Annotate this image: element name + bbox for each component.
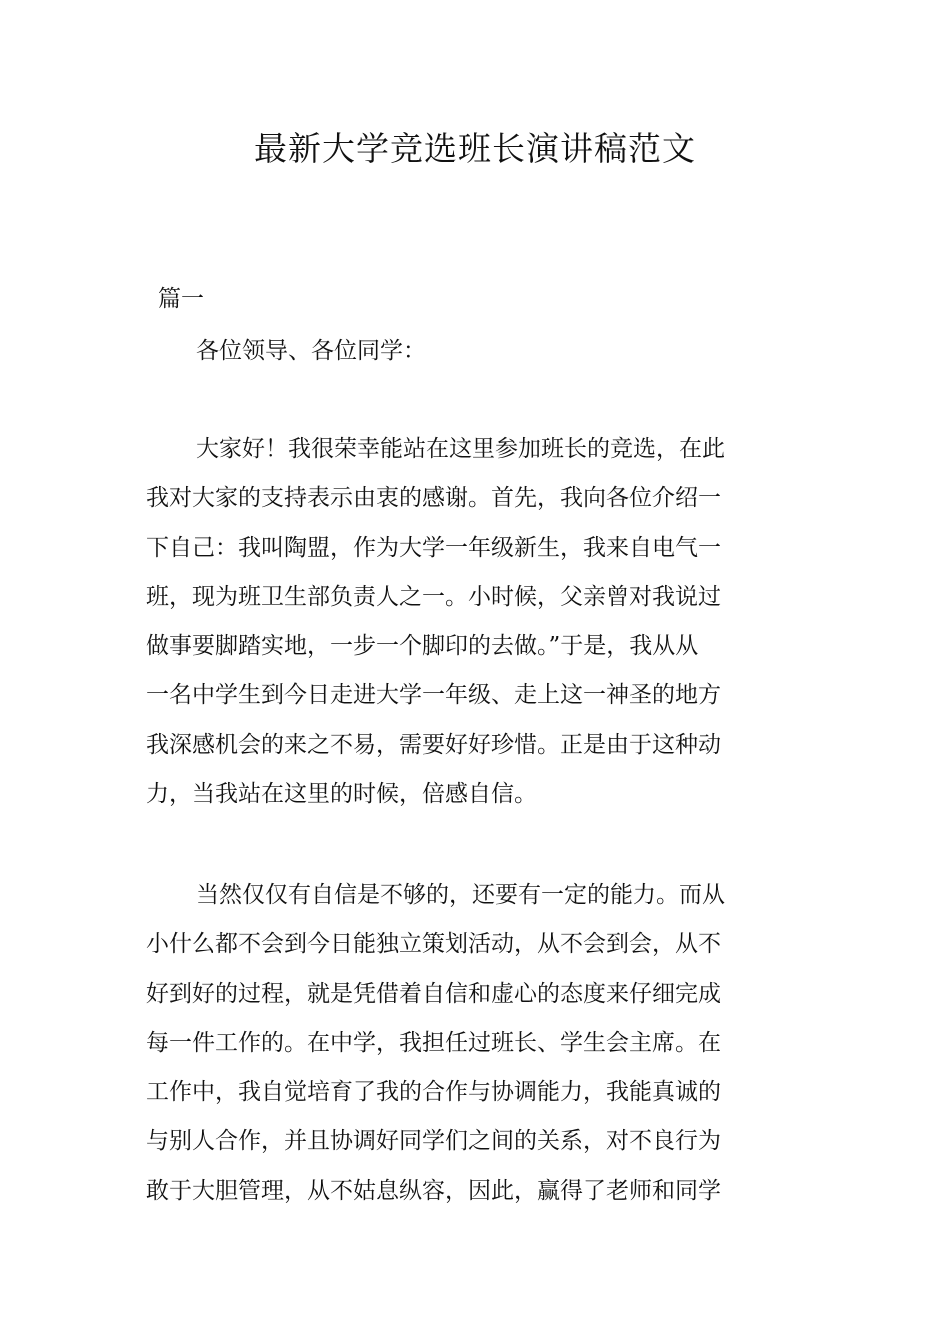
paragraph-line: 每一件工作的。在中学，我担任过班长、学生会主席。在 (146, 1029, 721, 1056)
paragraph-line: 好到好的过程，就是凭借着自信和虚心的态度来仔细完成 (146, 980, 721, 1007)
paragraph-line: 一名中学生到今日走进大学一年级、走上这一神圣的地方 (146, 682, 721, 709)
section-label: 篇一 (158, 286, 204, 312)
paragraph-line: 我对大家的支持表示由衷的感谢。首先，我向各位介绍一 (146, 485, 721, 512)
salutation: 各位领导、各位同学： (196, 338, 426, 364)
paragraph-line: 我深感机会的来之不易，需要好好珍惜。正是由于这种动 (146, 731, 721, 758)
paragraph (146, 871, 806, 1216)
paragraph-line: 敢于大胆管理，从不姑息纵容，因此，赢得了老师和同学 (146, 1177, 721, 1204)
paragraph-line: 力，当我站在这里的时候，倍感自信。 (146, 781, 537, 808)
paragraph-line: 班，现为班卫生部负责人之一。小时候，父亲曾对我说过 (146, 583, 721, 610)
paragraph-line: 当然仅仅有自信是不够的，还要有一定的能力。而从 (196, 882, 725, 908)
document-title: 最新大学竞选班长演讲稿范文 (254, 129, 696, 168)
paragraph (146, 425, 806, 819)
paragraph-line: 做事要脚踏实地，一步一个脚印的去做。”于是，我从从 (146, 633, 699, 660)
paragraph-line: 大家好！我很荣幸能站在这里参加班长的竞选，在此 (196, 436, 725, 462)
paragraph-line: 与别人合作，并且协调好同学们之间的关系，对不良行为 (146, 1128, 721, 1155)
paragraph-line: 小什么都不会到今日能独立策划活动，从不会到会，从不 (146, 931, 721, 958)
paragraph-line: 工作中，我自觉培育了我的合作与协调能力，我能真诚的 (146, 1079, 721, 1106)
paragraph-line: 下自己：我叫陶盟，作为大学一年级新生，我来自电气一 (146, 534, 721, 561)
